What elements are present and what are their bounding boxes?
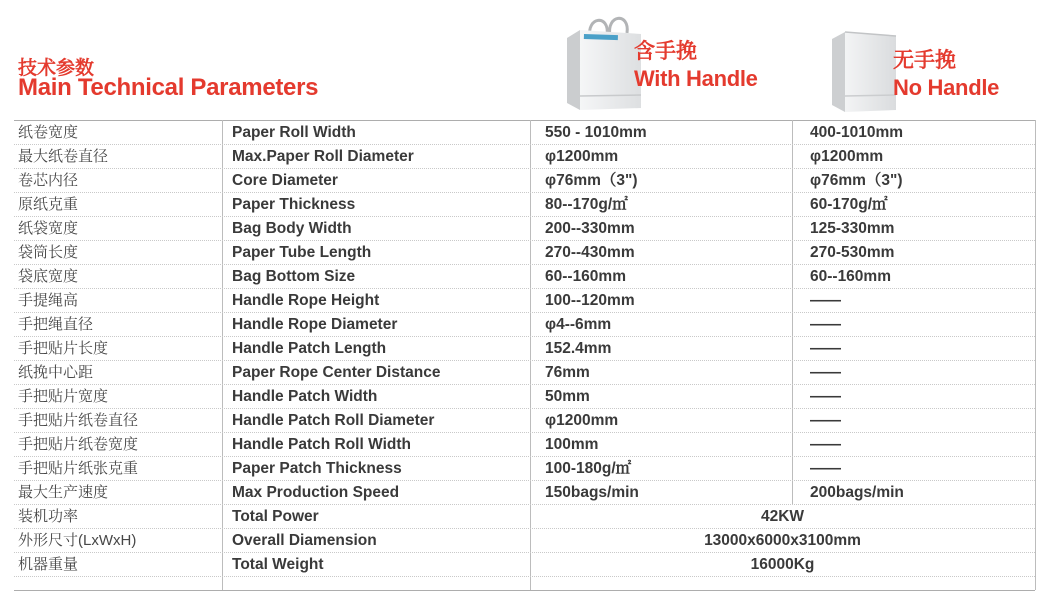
param-name-zh: 最大生产速度 <box>18 484 109 501</box>
param-name-zh: 纸挽中心距 <box>18 364 94 381</box>
param-value-no-handle: —— <box>810 436 841 453</box>
param-value-no-handle: 125-330mm <box>810 220 895 237</box>
table-row <box>14 193 1035 217</box>
param-name-zh: 纸卷宽度 <box>18 124 79 141</box>
table-right-border <box>1035 120 1036 590</box>
param-name-en: Paper Tube Length <box>232 244 372 261</box>
param-name-en: Max.Paper Roll Diameter <box>232 148 414 165</box>
param-name-en: Total Power <box>232 508 319 525</box>
param-name-zh: 手把贴片纸张克重 <box>18 460 139 477</box>
param-name-zh: 纸袋宽度 <box>18 220 79 237</box>
param-name-en: Handle Patch Length <box>232 340 387 357</box>
param-value-with-handle: 200--330mm <box>545 220 635 237</box>
param-value-no-handle: 60-170g/㎡ <box>810 196 888 213</box>
variant-with-handle-label-zh: 含手挽 <box>634 40 697 63</box>
param-value-no-handle: 60--160mm <box>810 268 891 285</box>
param-value-with-handle: 60--160mm <box>545 268 626 285</box>
param-value-with-handle: 80--170g/㎡ <box>545 196 628 213</box>
param-value-no-handle: φ1200mm <box>810 148 884 165</box>
param-name-zh: 机器重量 <box>18 556 79 573</box>
param-value-no-handle: —— <box>810 364 841 381</box>
param-value-no-handle: —— <box>810 388 841 405</box>
param-value-no-handle: —— <box>810 460 841 477</box>
param-value-no-handle: —— <box>810 412 841 429</box>
param-value-with-handle: 150bags/min <box>545 484 639 501</box>
table-row <box>14 457 1035 481</box>
param-name-zh: 手把贴片纸卷宽度 <box>18 436 139 453</box>
table-row <box>14 265 1035 289</box>
table-row <box>14 169 1035 193</box>
table-row <box>14 481 1035 505</box>
param-value-no-handle: —— <box>810 340 841 357</box>
param-value-with-handle: φ1200mm <box>545 148 619 165</box>
param-value-with-handle: 76mm <box>545 364 590 381</box>
param-value-with-handle: 550 - 1010mm <box>545 124 647 141</box>
table-bottom-border <box>14 590 1035 591</box>
param-value-shared: 16000Kg <box>750 556 815 573</box>
param-value-with-handle: φ4--6mm <box>545 316 612 333</box>
param-value-with-handle: φ76mm（3") <box>545 172 638 189</box>
param-name-zh: 手提绳高 <box>18 292 79 309</box>
table-row <box>14 361 1035 385</box>
table-row <box>14 409 1035 433</box>
table-row <box>14 289 1035 313</box>
param-name-zh: 手把绳直径 <box>18 316 94 333</box>
param-name-en: Handle Rope Diameter <box>232 316 398 333</box>
param-value-with-handle: φ1200mm <box>545 412 619 429</box>
param-name-zh: 卷芯内径 <box>18 172 79 189</box>
table-row <box>14 145 1035 169</box>
table-row <box>14 529 1035 553</box>
table-row <box>14 313 1035 337</box>
table-row <box>14 217 1035 241</box>
param-value-no-handle: φ76mm（3") <box>810 172 903 189</box>
param-name-zh: 最大纸卷直径 <box>18 148 109 165</box>
param-value-no-handle: 270-530mm <box>810 244 895 261</box>
param-name-en: Overall Diamension <box>232 532 377 549</box>
param-value-with-handle: 100-180g/㎡ <box>545 460 632 477</box>
table-row <box>14 433 1035 457</box>
param-name-zh: 袋底宽度 <box>18 268 79 285</box>
param-name-en: Bag Bottom Size <box>232 268 356 285</box>
param-name-en: Paper Rope Center Distance <box>232 364 441 381</box>
param-value-no-handle: —— <box>810 316 841 333</box>
param-name-zh: 外形尺寸(LxWxH) <box>18 532 137 549</box>
page-title-zh: 技术参数 <box>18 58 95 79</box>
param-name-zh: 原纸克重 <box>18 196 79 213</box>
param-value-with-handle: 100mm <box>545 436 599 453</box>
table-row <box>14 385 1035 409</box>
spec-table-rows <box>14 121 1035 577</box>
param-name-en: Total Weight <box>232 556 324 573</box>
page-title-en: Main Technical Parameters <box>18 74 319 101</box>
param-name-en: Core Diameter <box>232 172 338 189</box>
table-row <box>14 553 1035 577</box>
param-name-en: Paper Patch Thickness <box>232 460 402 477</box>
param-value-shared: 13000x6000x3100mm <box>704 532 861 549</box>
param-value-shared: 42KW <box>760 508 805 525</box>
param-name-en: Bag Body Width <box>232 220 352 237</box>
table-row <box>14 241 1035 265</box>
param-value-no-handle: 400-1010mm <box>810 124 904 141</box>
param-name-en: Handle Patch Roll Width <box>232 436 411 453</box>
param-value-no-handle: —— <box>810 292 841 309</box>
param-name-en: Handle Rope Height <box>232 292 380 309</box>
variant-no-handle-label-en: No Handle <box>893 75 1000 100</box>
param-value-with-handle: 270--430mm <box>545 244 635 261</box>
param-name-zh: 手把贴片长度 <box>18 340 109 357</box>
param-name-en: Paper Roll Width <box>232 124 356 141</box>
param-name-zh: 装机功率 <box>18 508 79 525</box>
param-name-zh: 手把贴片宽度 <box>18 388 109 405</box>
param-value-with-handle: 100--120mm <box>545 292 635 309</box>
table-row <box>14 337 1035 361</box>
variant-no-handle-label-zh: 无手挽 <box>893 49 956 72</box>
param-name-zh: 袋筒长度 <box>18 244 79 261</box>
bag-no-handle-image <box>824 24 904 119</box>
param-value-with-handle: 50mm <box>545 388 590 405</box>
param-name-en: Handle Patch Roll Diameter <box>232 412 435 429</box>
param-name-en: Max Production Speed <box>232 484 400 501</box>
table-row <box>14 121 1035 145</box>
bag-with-handle-image <box>556 6 646 117</box>
param-value-with-handle: 152.4mm <box>545 340 612 357</box>
param-value-no-handle: 200bags/min <box>810 484 904 501</box>
param-name-en: Handle Patch Width <box>232 388 378 405</box>
table-row <box>14 505 1035 529</box>
variant-with-handle-label-en: With Handle <box>634 66 758 91</box>
param-name-en: Paper Thickness <box>232 196 356 213</box>
param-name-zh: 手把贴片纸卷直径 <box>18 412 139 429</box>
